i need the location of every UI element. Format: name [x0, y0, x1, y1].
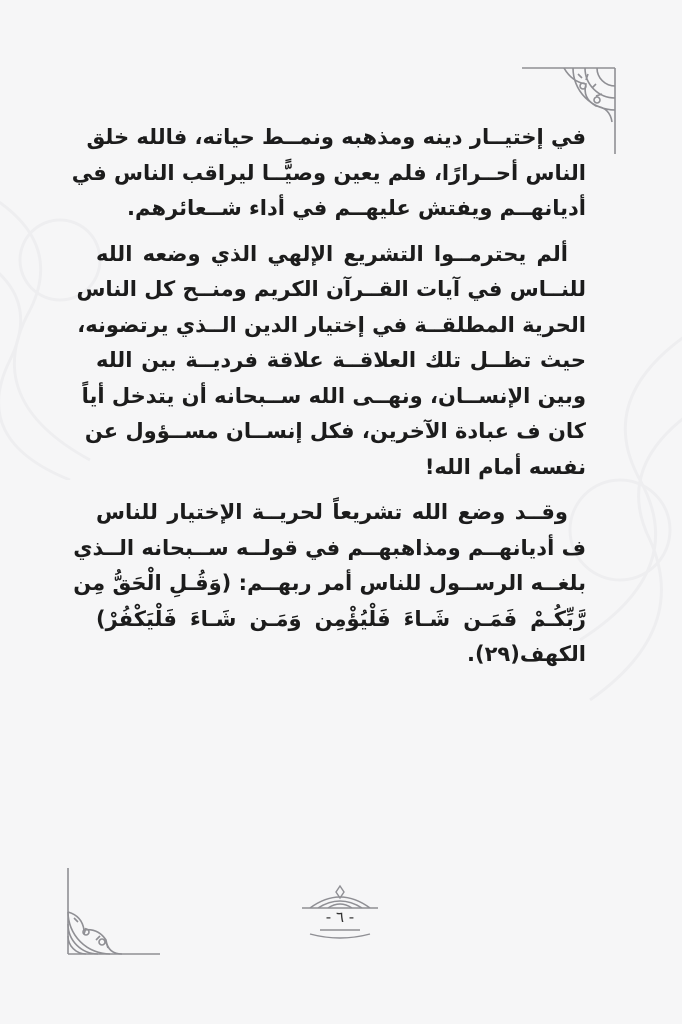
text-line: وبين الإنســان، ونهــى الله ســبحانه أن يتدخل أياً: [81, 383, 586, 408]
body-text: [71, 120, 586, 673]
text-line: في إختيــار دينه ومذهبه ونمــط حياته، فالله خلق: [86, 125, 586, 149]
text-line: بلغــه الرســول للناس أمر ربهــم: (وَقُـلِ الْحَقُّ مِن: [73, 571, 586, 595]
text-line: الكهف(٢٩).: [467, 642, 586, 666]
text-line: حيث تظــل تلك العلاقــة علاقة فرديــة بين الله: [96, 348, 586, 372]
text-line: وقــد وضع الله تشريعاً لحريــة الإختيار للناس: [96, 500, 568, 524]
paragraph-1: [71, 120, 586, 227]
page-footer: [300, 882, 380, 942]
corner-ornament-bottom-left-icon: [62, 866, 162, 966]
text-line: الناس أحــرارًا، فلم يعين وصيًّــا ليراقب الناس في: [71, 160, 586, 185]
text-line: ألم يحترمــوا التشريع الإلهي الذي وضعه الله: [96, 241, 568, 266]
text-line: رَّبِّكُـمْ فَمَـن شَـاءَ فَلْيُؤْمِن وَمَـن شَـاءَ فَلْيَكْفُرْ): [96, 606, 586, 631]
text-line: كان ف عبادة الآخرين، فكل إنســان مســؤول عن: [84, 419, 586, 443]
paragraph-gap: [96, 227, 586, 237]
text-line: نفسه أمام الله!: [424, 454, 586, 479]
text-line: ف أديانهــم ومذاهبهــم في قولــه ســبحانه الــذي: [73, 535, 586, 560]
text-line: أديانهــم ويفتش عليهــم في أداء شــعائرهم.: [127, 196, 586, 220]
page-number: - ٦ -: [325, 908, 355, 926]
text-line: للنــاس في آيات القــرآن الكريم ومنــح كل الناس: [76, 277, 586, 301]
paragraph-gap: [96, 485, 586, 495]
paragraph-3: [73, 495, 586, 673]
text-line: الحرية المطلقــة في إختيار الدين الــذي يرتضونه،: [77, 312, 586, 337]
paragraph-2: [76, 237, 586, 486]
